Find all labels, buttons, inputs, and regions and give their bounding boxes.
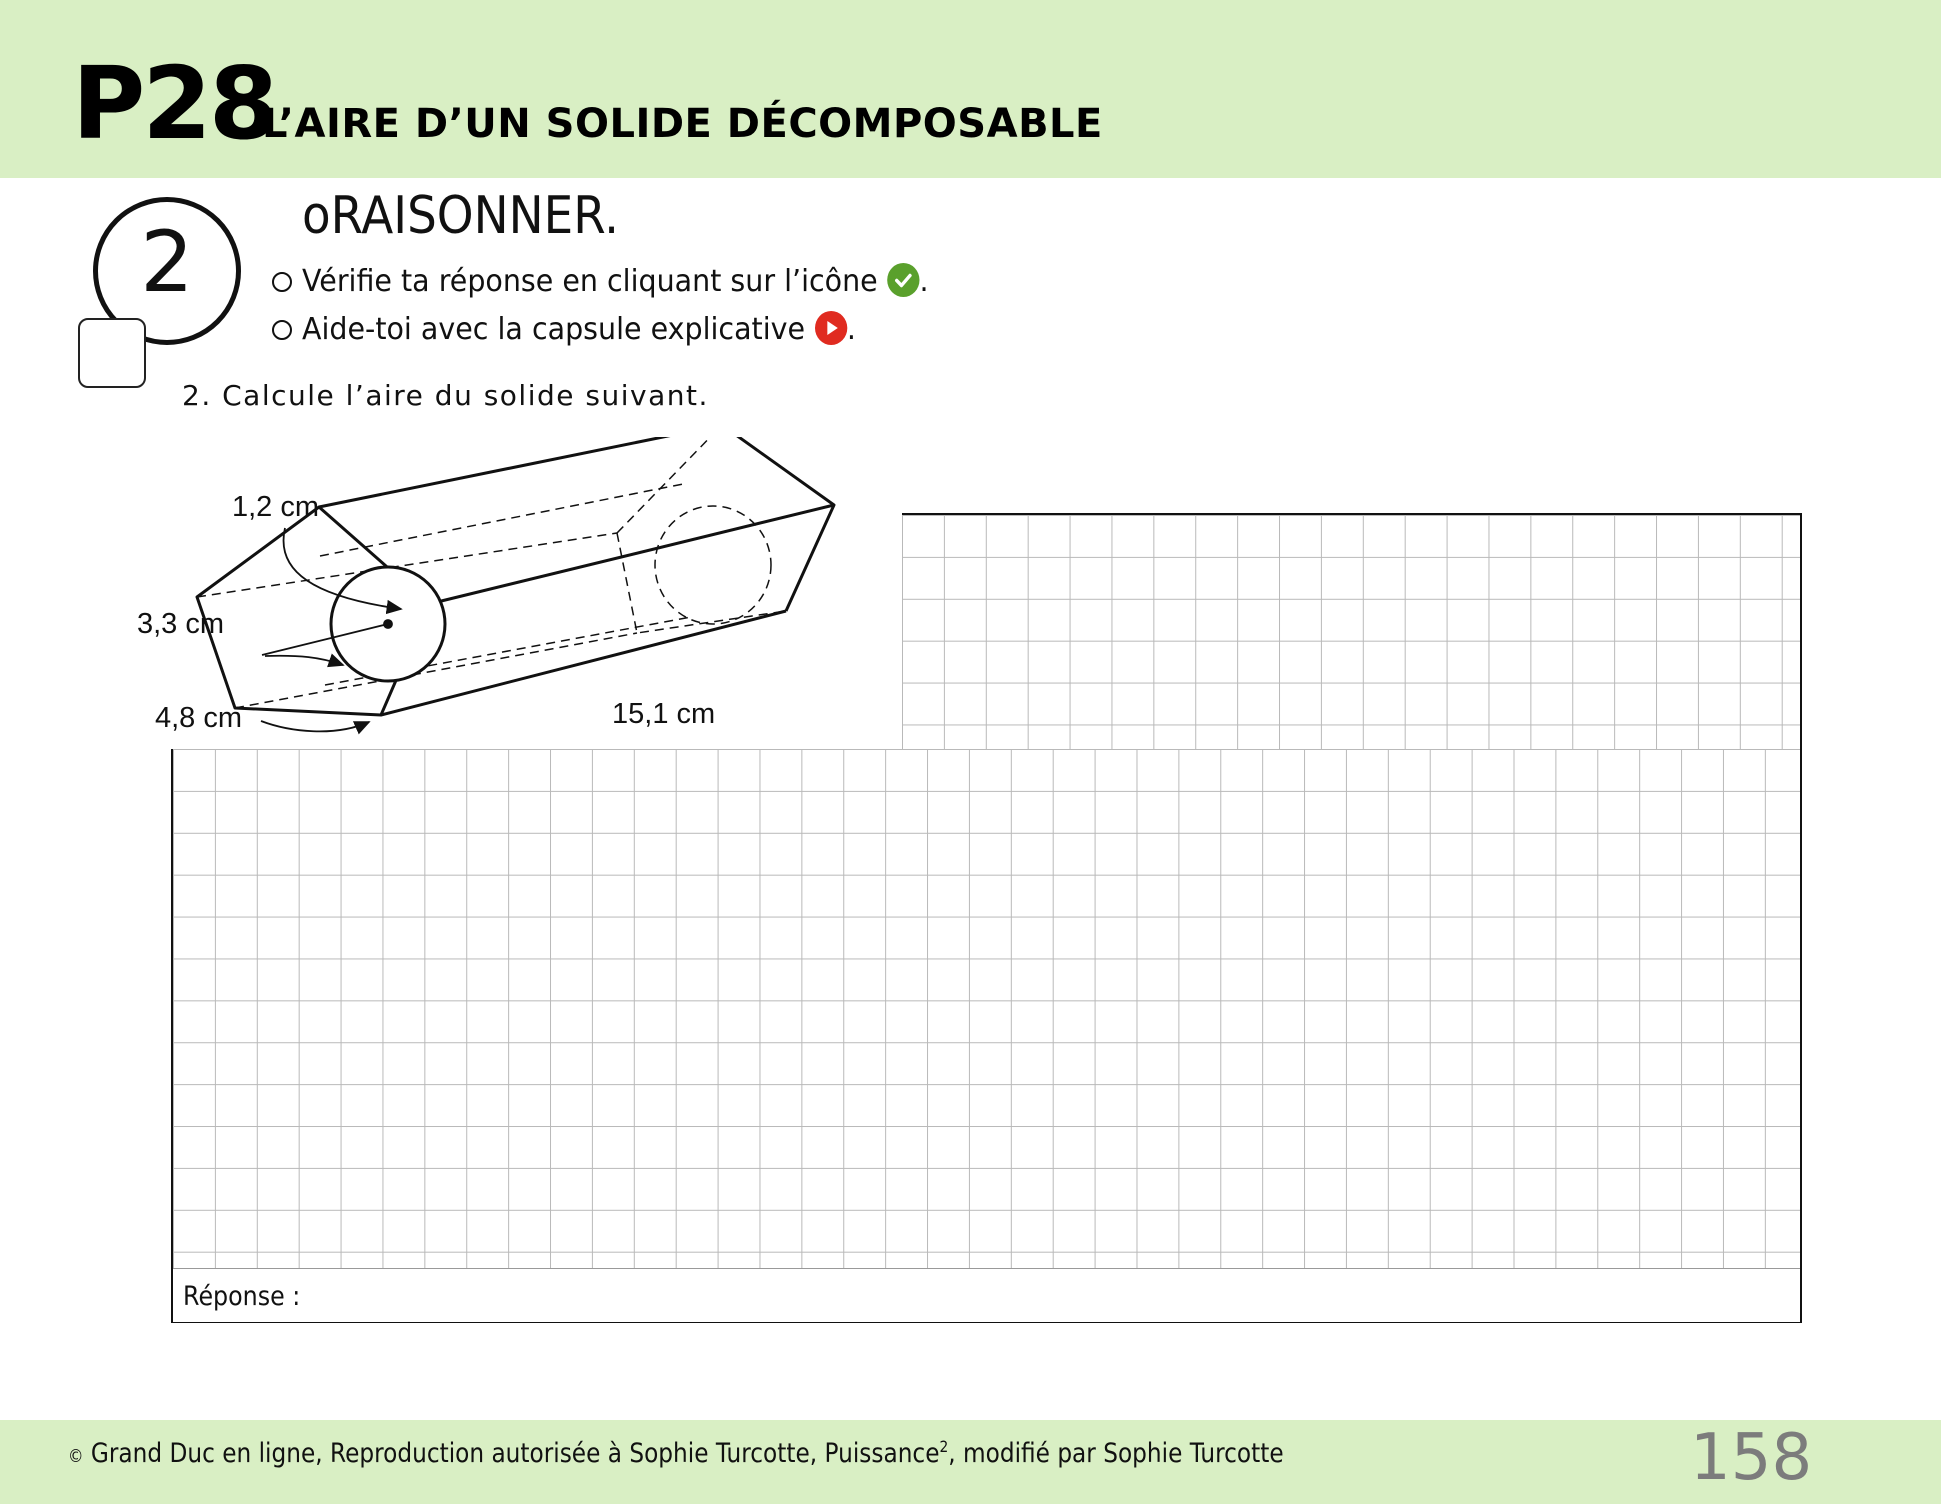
lesson-code: P28: [72, 45, 276, 162]
label-side: 4,8 cm: [155, 702, 243, 734]
label-length: 15,1 cm: [612, 698, 716, 730]
hidden-edge-3: [617, 437, 722, 533]
hexagonal-prism-figure: [125, 437, 905, 747]
label-hole-radius: 1,2 cm: [232, 491, 320, 523]
footer-credit-part2: , modifié par Sophie Turcotte: [948, 1438, 1284, 1469]
label-apothem: 3,3 cm: [137, 608, 225, 640]
section-title-text: RAISONNER.: [330, 186, 619, 246]
footer-credit: [68, 1439, 1284, 1467]
section-title: [302, 186, 619, 246]
instruction-help: [302, 311, 856, 345]
answer-grid[interactable]: [171, 749, 1802, 1323]
bullet-icon: [272, 272, 292, 292]
instruction-help-text: Aide-toi avec la capsule explicative: [302, 312, 806, 347]
completion-checkbox[interactable]: [78, 318, 146, 388]
center-dot: [384, 620, 392, 628]
section-prefix: o: [302, 186, 331, 246]
check-circle-icon[interactable]: [887, 263, 919, 297]
play-circle-icon[interactable]: [815, 311, 847, 345]
footer-credit-sup: 2: [939, 1437, 949, 1456]
middle-edge: [429, 505, 834, 604]
instruction-verify-text: Vérifie ta réponse en cliquant sur l’icône: [302, 264, 878, 299]
header-band: [0, 0, 1941, 178]
answer-row[interactable]: [173, 1268, 1800, 1322]
apothem-pointer: [265, 656, 343, 665]
question-text: 2. Calcule l’aire du solide suivant.: [182, 379, 709, 412]
page-number: 158: [1690, 1421, 1813, 1495]
bullet-icon: [272, 320, 292, 340]
answer-label: Réponse :: [183, 1281, 301, 1312]
lesson-title: L’AIRE D’UN SOLIDE DÉCOMPOSABLE: [262, 101, 1103, 147]
exercise-number: 2: [140, 213, 194, 311]
top-edge: [319, 437, 722, 507]
instruction-verify-suffix: .: [919, 264, 929, 299]
back-hole: [655, 506, 771, 624]
copyright-icon: ©: [68, 1446, 84, 1467]
side-arrow: [261, 721, 369, 731]
instruction-verify: [302, 263, 929, 297]
instruction-help-suffix: .: [846, 312, 856, 347]
footer-credit-part1: Grand Duc en ligne, Reproduction autorisée à Sophie Turcotte, Puissance: [90, 1438, 940, 1469]
answer-grid-upper[interactable]: [902, 513, 1802, 751]
right-back-edges: [722, 437, 834, 611]
